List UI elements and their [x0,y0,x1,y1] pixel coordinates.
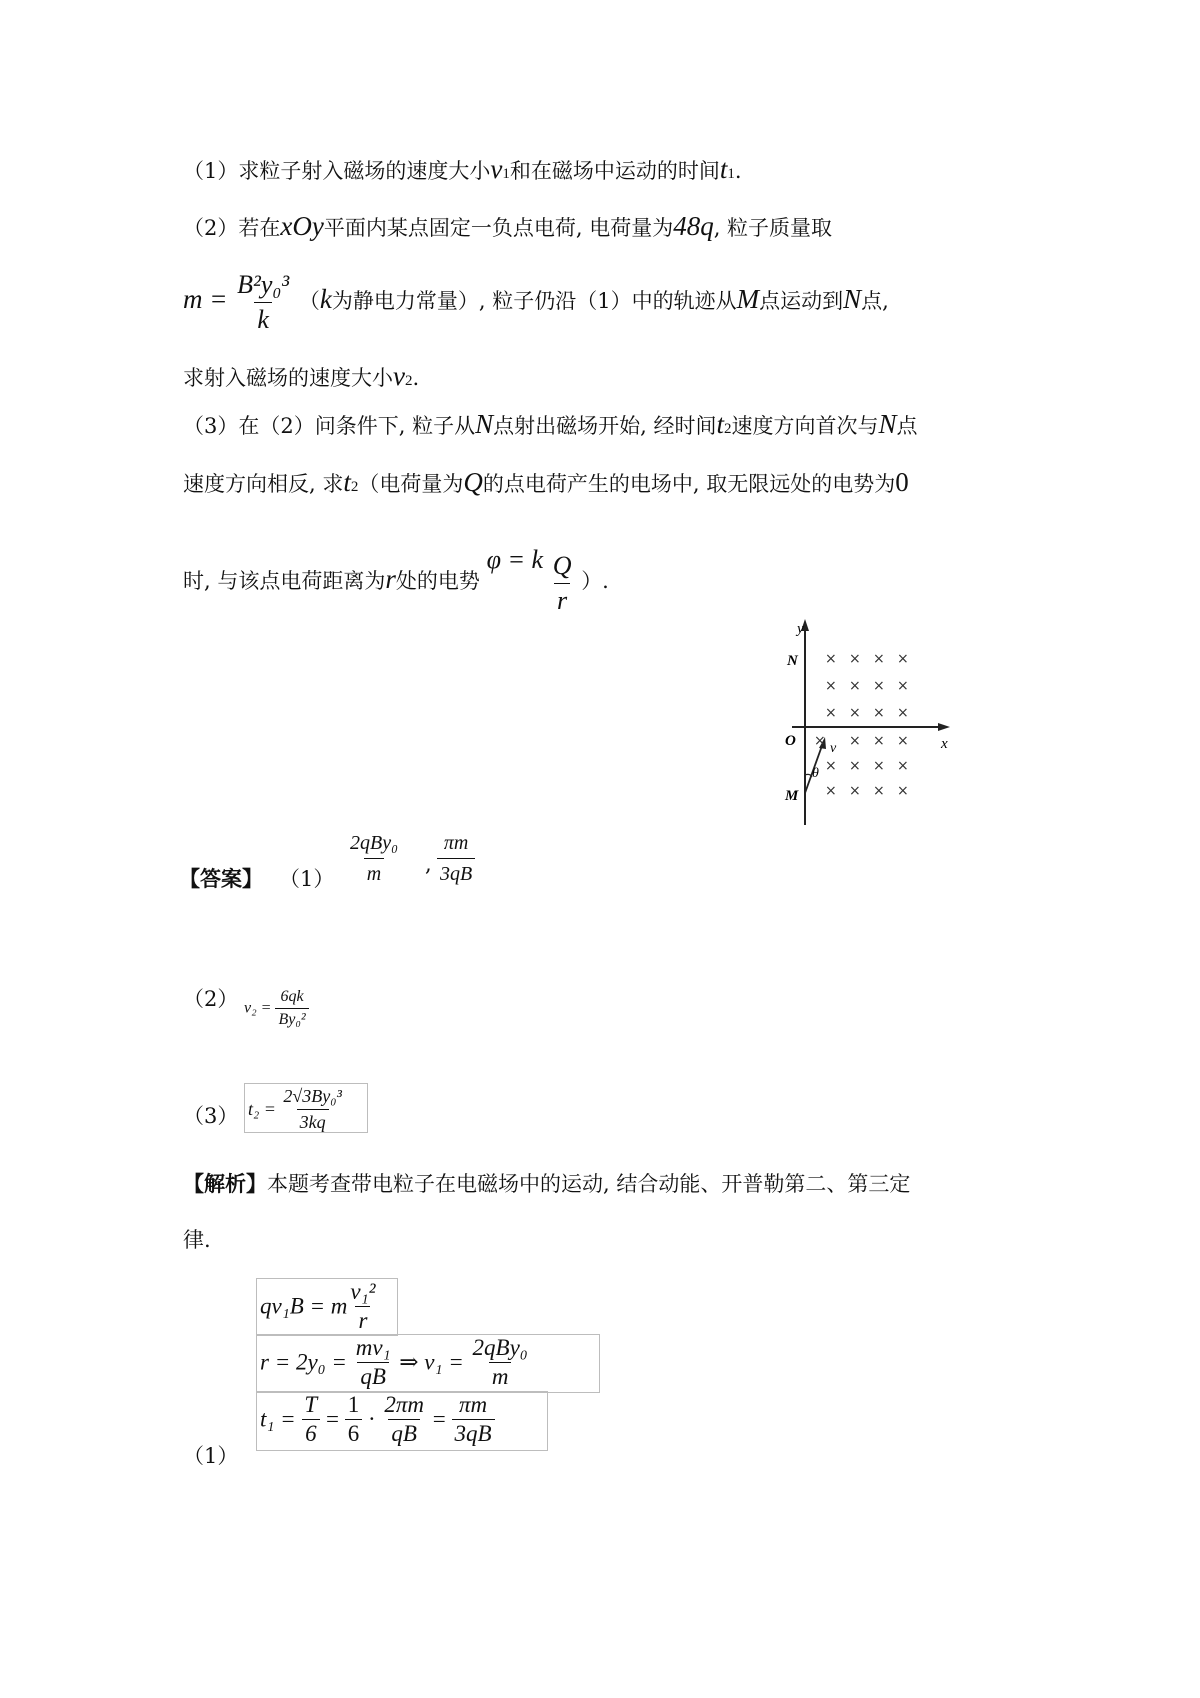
field-cross-icon: × [825,651,837,667]
question-3-line-2: 速度方向相反, 求t2（电荷量为Q的点电荷产生的电场中, 取无限远处的电势为0 [183,467,909,497]
field-cross-icon: × [873,733,885,749]
question-2-line-2: m = $\frac{\text{B²y₀³}}{k}$ （k为静电力常量）, 粒子仍沿（1）中的轨迹从M点运动到N点, [183,270,889,334]
x-axis-arrow-icon [938,723,950,731]
analysis-label: 【解析】 [183,1171,267,1196]
field-cross-icon: × [897,678,909,694]
answer-1-speed: 2qBy₀ m [350,832,399,885]
theta-label: θ [812,766,819,781]
potential-formula-lhs: φ = k [486,545,544,574]
field-cross-icon: × [849,733,861,749]
field-cross-icon: × [849,678,861,694]
field-cross-icon: × [873,651,885,667]
field-cross-icon: × [897,758,909,774]
xoy-plane: xOy [280,211,324,241]
x-axis-label: x [941,736,948,752]
field-cross-icon: × [873,678,885,694]
field-cross-icon: × [897,783,909,799]
question-3-line-1: （3）在（2）问条件下, 粒子从N点射出磁场开始, 经时间t2速度方向首次与N点 [183,409,918,439]
eq-time: t₁ = $\frac{T}{6}$ = $\frac{1}{6}$ · $\frac{2\pi m}{qB}$ = $\frac{\pi m}{3qB}$ [260,1393,495,1446]
field-cross-icon: × [849,783,861,799]
question-3-line-3: 时, 与该点电荷距离为r处的电势 φ = k $\frac{Q}{r}$ ）. [183,545,609,615]
field-cross-icon: × [873,783,885,799]
t1-symbol: t [719,154,728,184]
field-cross-icon: × [897,705,909,721]
y-axis-label: y [797,621,804,637]
field-cross-icon: × [897,651,909,667]
answer-label: 【答案】 [179,866,263,891]
field-cross-icon: × [825,705,837,721]
magnetic-field-crosses [814,651,909,799]
question-1: （1）求粒子射入磁场的速度大小v1和在磁场中运动的时间t1. [183,154,742,184]
field-cross-icon: × [825,678,837,694]
origin-label: O [785,733,796,749]
field-cross-icon: × [849,651,861,667]
answer-2-label: （2） [183,987,239,1011]
field-cross-icon: × [814,733,826,749]
v1-symbol: v [490,154,503,184]
answer-3-formula: t₂ = $\frac{\text{2√3By₀³}}{3kq}$ [248,1086,342,1132]
mass-formula-fraction: $\frac{\text{B²y₀³}}{k}$ [237,270,290,334]
point-m-symbol: M [736,284,760,314]
field-cross-icon: × [849,705,861,721]
analysis-line-2: 律. [183,1228,211,1252]
point-n-symbol: N [843,284,862,314]
answer-1-time: $\frac{\pi m}{3qB}$ [437,830,475,887]
analysis-line-1: 【解析】本题考查带电粒子在电磁场中的运动, 结合动能、开普勒第二、第三定 [183,1171,911,1196]
field-cross-icon: × [849,758,861,774]
mass-formula-lhs: m = [183,284,228,314]
field-cross-icon: × [825,783,837,799]
answer-3-label: （3） [183,1104,239,1128]
eq-radius: r = 2y₀ = $\frac{\text{mv₁}}{qB}$ ⇒ v₁ = $\frac{\text{2qBy₀}}{m}$ [260,1335,528,1389]
question-2-line-1: （2）若在xOy平面内某点固定一负点电荷, 电荷量为48q, 粒子质量取 [183,211,833,241]
eq-lorentz-force: qv₁B = m $\frac{\text{v₁²}}{r}$ [260,1279,376,1333]
point-n-label: N [787,653,798,669]
field-cross-icon: × [825,758,837,774]
question-2-line-3: 求射入磁场的速度大小v2. [183,361,420,391]
answer-2-formula: v₂ = $\frac{6qk}{\text{By₀²}}$ [244,988,309,1029]
point-m-label: M [785,788,799,804]
charge-value: 48q [673,211,714,241]
field-cross-icon: × [897,733,909,749]
velocity-label: v [830,741,837,756]
q1-text: （1）求粒子射入磁场的速度大小 [183,159,491,183]
field-cross-icon: × [873,758,885,774]
q1-text-mid: 和在磁场中运动的时间 [509,159,720,183]
magnetic-field-figure [760,615,960,830]
potential-formula-fraction: $\frac{Q}{r}$ [552,551,572,615]
field-cross-icon: × [873,705,885,721]
analysis-part-1-label: （1） [183,1444,239,1468]
